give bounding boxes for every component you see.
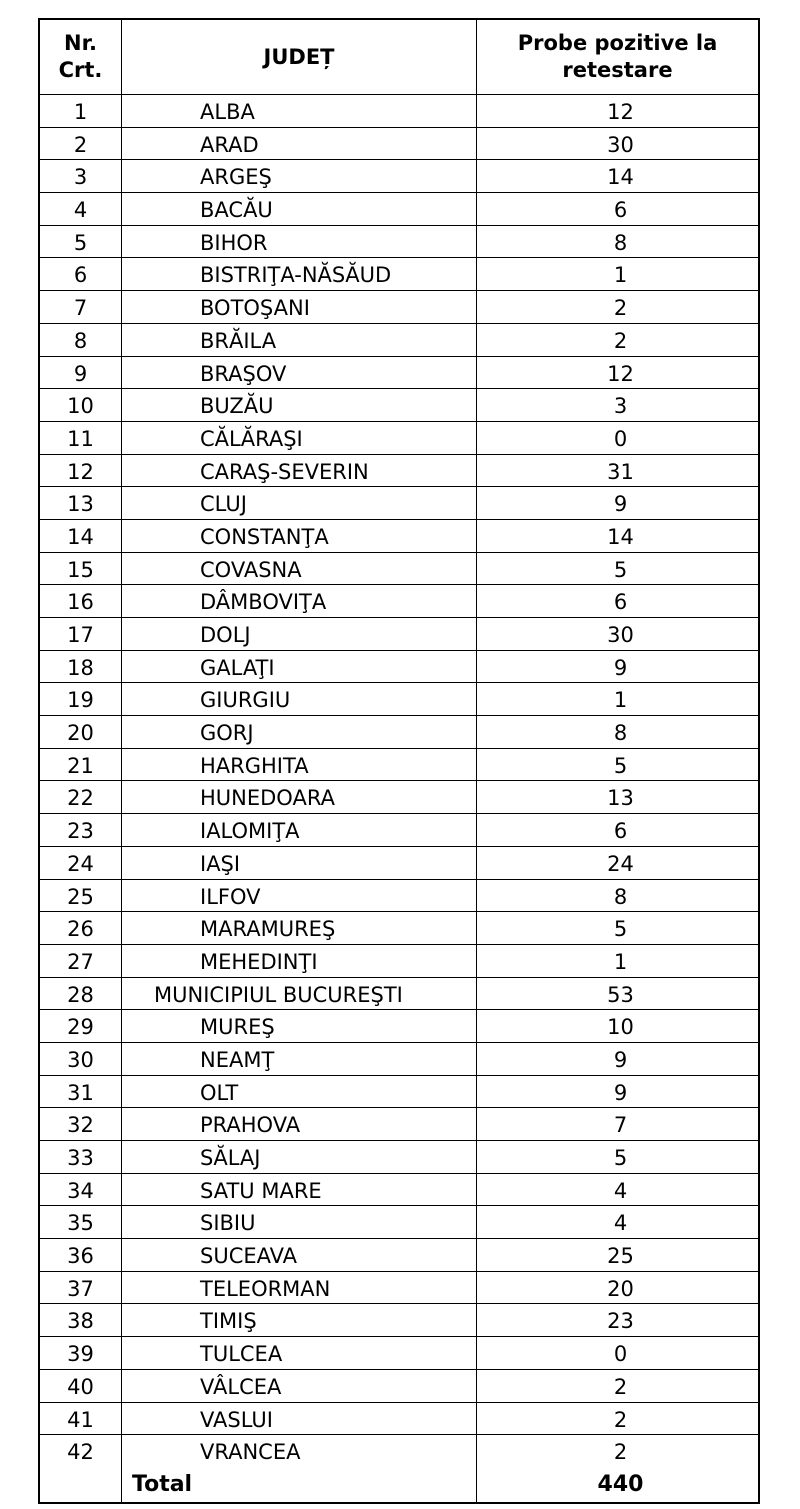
county-name: HUNEDOARA [122,781,477,813]
positive-count: 6 [613,198,628,223]
county-name: MARAMUREŞ [122,912,477,944]
row-number: 7 [40,291,122,323]
table-row [40,357,758,390]
table-row [40,1403,758,1436]
positive-count: 8 [613,230,628,255]
county-name: GALAŢI [122,651,477,683]
positive-count: 2 [613,1440,628,1465]
positive-count: 0 [613,1342,628,1367]
table-row [40,291,758,324]
county-name: TULCEA [122,1337,477,1369]
county-name: CĂLĂRAŞI [122,422,477,454]
positive-count: 7 [613,1113,628,1138]
county-name: ARGEŞ [122,160,477,192]
positive-count: 25 [607,1244,634,1269]
county-name: PRAHOVA [122,1108,477,1140]
table-row [40,585,758,618]
row-number: 24 [40,847,122,879]
table-row [40,814,758,847]
county-name: SĂLAJ [122,1141,477,1173]
county-name: MUREŞ [122,1010,477,1042]
row-number: 13 [40,487,122,519]
county-name: OLT [122,1076,477,1108]
positive-count: 14 [607,524,634,549]
county-name: BUZĂU [122,389,477,421]
positive-count: 5 [613,557,628,582]
county-name: MUNICIPIUL BUCUREŞTI [122,978,477,1010]
positive-count: 13 [607,786,634,811]
table-row [40,651,758,684]
positive-count: 2 [613,328,628,353]
table-row [40,1076,758,1109]
county-name: COVASNA [122,553,477,585]
table-row [40,520,758,553]
row-number: 5 [40,226,122,258]
table-row [40,1043,758,1076]
row-number: 40 [40,1370,122,1402]
table-row [40,1370,758,1403]
county-name: SIBIU [122,1206,477,1238]
positive-count: 9 [613,1047,628,1072]
county-name: CLUJ [122,487,477,519]
table-row [40,1239,758,1272]
table-row [40,1141,758,1174]
table-row [40,749,758,782]
positive-count: 12 [607,100,634,124]
county-name: BIHOR [122,226,477,258]
table-row [40,1272,758,1305]
county-name: VASLUI [122,1403,477,1435]
table-row [40,324,758,357]
row-number: 37 [40,1272,122,1304]
table-row [40,389,758,422]
row-number: 18 [40,651,122,683]
table-row [40,880,758,913]
row-number: 35 [40,1206,122,1238]
county-name: TIMIŞ [122,1304,477,1336]
table-row [40,1304,758,1337]
positive-count: 9 [613,655,628,680]
total-empty-cell [40,1468,122,1502]
table-row [40,258,758,291]
county-name: CONSTANŢA [122,520,477,552]
table-row [40,226,758,259]
row-number: 38 [40,1304,122,1336]
table-row [40,487,758,520]
row-number: 15 [40,553,122,585]
table-row [40,1174,758,1207]
row-number: 2 [40,128,122,160]
table-body [40,95,758,1468]
table-row [40,945,758,978]
table-row [40,422,758,455]
row-number: 34 [40,1174,122,1206]
positive-count: 2 [613,1374,628,1399]
header-nr-crt: Nr. Crt. [40,20,122,94]
table-row [40,455,758,488]
row-number: 32 [40,1108,122,1140]
table-row [40,553,758,586]
row-number: 6 [40,258,122,290]
row-number: 27 [40,945,122,977]
row-number: 17 [40,618,122,650]
row-number: 25 [40,880,122,912]
county-name: GIURGIU [122,683,477,715]
positive-count: 5 [613,753,628,778]
county-name: VRANCEA [122,1435,477,1468]
positive-count: 5 [613,917,628,942]
county-name: BACĂU [122,193,477,225]
table-row [40,912,758,945]
positive-count: 5 [613,1146,628,1170]
county-name: VÂLCEA [122,1370,477,1402]
row-number: 39 [40,1337,122,1369]
row-number: 30 [40,1043,122,1075]
row-number: 26 [40,912,122,944]
county-name: ARAD [122,128,477,160]
positive-count: 53 [607,982,634,1007]
positive-count: 2 [613,1407,628,1432]
row-number: 10 [40,389,122,421]
positive-count: 0 [613,426,628,451]
table-row [40,95,758,128]
row-number: 29 [40,1010,122,1042]
positive-count: 9 [613,1080,628,1105]
positive-count: 6 [613,819,628,844]
county-name: MEHEDINŢI [122,945,477,977]
row-number: 11 [40,422,122,454]
positive-count: 1 [613,263,628,288]
county-name: BISTRIŢA-NĂSĂUD [122,258,477,290]
positive-count: 10 [607,1015,634,1040]
positive-count: 30 [607,132,634,157]
table-row [40,978,758,1011]
row-number: 3 [40,160,122,192]
total-value: 440 [597,1471,644,1497]
positive-count: 14 [607,165,634,190]
county-name: IALOMIŢA [122,814,477,846]
table-row [40,1206,758,1239]
table-row [40,618,758,651]
county-name: HARGHITA [122,749,477,781]
table-row [40,193,758,226]
row-number: 19 [40,683,122,715]
county-name: BRAŞOV [122,357,477,389]
county-table [38,18,760,1504]
table-row [40,1337,758,1370]
county-name: TELEORMAN [122,1272,477,1304]
county-name: BRĂILA [122,324,477,356]
positive-count: 24 [607,851,634,876]
row-number: 4 [40,193,122,225]
row-number: 36 [40,1239,122,1271]
county-name: IAŞI [122,847,477,879]
total-row [40,1468,758,1502]
positive-count: 4 [613,1211,628,1236]
positive-count: 23 [607,1309,634,1334]
row-number: 12 [40,455,122,487]
row-number: 33 [40,1141,122,1173]
county-name: ILFOV [122,880,477,912]
county-name: CARAŞ-SEVERIN [122,455,477,487]
positive-count: 4 [613,1178,628,1203]
positive-count: 1 [613,949,628,974]
table-row [40,1435,758,1468]
table-row [40,716,758,749]
row-number: 1 [40,95,122,127]
county-name: SATU MARE [122,1174,477,1206]
positive-count: 8 [613,721,628,746]
table-row [40,160,758,193]
county-name: DÂMBOVIŢA [122,585,477,617]
county-name: NEAMŢ [122,1043,477,1075]
header-judet: JUDEȚ [122,20,477,94]
table-row [40,683,758,716]
row-number: 21 [40,749,122,781]
row-number: 14 [40,520,122,552]
row-number: 22 [40,781,122,813]
positive-count: 6 [613,590,628,615]
positive-count: 20 [607,1276,634,1301]
row-number: 23 [40,814,122,846]
county-name: BOTOŞANI [122,291,477,323]
header-probe-pozitive: Probe pozitive la retestare [517,31,718,82]
table-row [40,781,758,814]
positive-count: 2 [613,296,628,321]
table-row [40,1108,758,1141]
table-row [40,1010,758,1043]
positive-count: 8 [613,884,628,909]
row-number: 9 [40,357,122,389]
table-row [40,128,758,161]
county-name: GORJ [122,716,477,748]
positive-count: 12 [607,361,634,386]
row-number: 31 [40,1076,122,1108]
positive-count: 30 [607,623,634,647]
total-label: Total [122,1468,477,1502]
row-number: 42 [40,1435,122,1468]
table-header-row [40,20,758,95]
row-number: 16 [40,585,122,617]
row-number: 8 [40,324,122,356]
positive-count: 3 [613,394,628,419]
county-name: ALBA [122,95,477,127]
table-row [40,847,758,880]
row-number: 20 [40,716,122,748]
positive-count: 9 [613,492,628,517]
positive-count: 1 [613,688,628,713]
county-name: DOLJ [122,618,477,650]
county-name: SUCEAVA [122,1239,477,1271]
row-number: 41 [40,1403,122,1435]
row-number: 28 [40,978,122,1010]
positive-count: 31 [607,459,634,484]
